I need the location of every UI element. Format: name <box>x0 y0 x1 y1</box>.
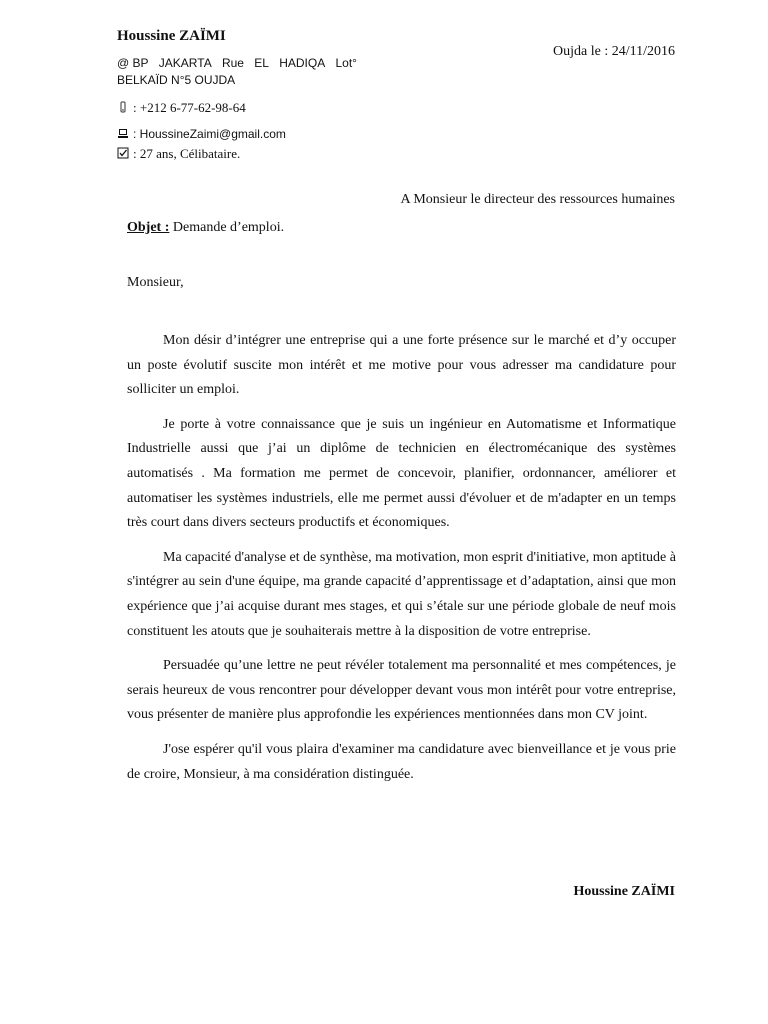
address-word: @ BP <box>117 56 149 70</box>
sender-age-status <box>117 146 240 162</box>
age-status-text: : 27 ans, Célibataire. <box>133 146 241 161</box>
letter-body <box>127 329 676 797</box>
subject-line <box>127 220 284 236</box>
sender-phone <box>117 100 246 116</box>
phone-icon <box>117 101 129 113</box>
paragraph: Ma capacité d'analyse et de synthèse, ma motivation, mon esprit d'initiative, mon aptitude à s'intégrer au sein d'une équipe, ma grande capacité d’apprentissage et d’adaptation, ainsi que mon expérience que j’ai acquise durant mes stages, et qui s’étale sur une période globale de neuf mois constituent les atouts que je souhaiterais mettre à la disposition de votre entreprise. <box>127 549 676 639</box>
sender-email <box>117 127 286 141</box>
paragraph: Persuadée qu’une lettre ne peut révéler totalement ma personnalité et mes compétences, je serais heureux de vous rencontrer pour développer devant vous mon intérêt pour votre entreprise, vous présenter de manière plus approfondie les expériences mentionnées dans mon CV joint. <box>127 658 676 723</box>
recipient: A Monsieur le directeur des ressources humaines <box>400 192 675 207</box>
paragraph: Mon désir d’intégrer une entreprise qui a une forte présence sur le marché et d’y occuper un poste évolutif suscite mon intérêt et me motive pour vous adresser ma candidature pour solliciter un emploi. <box>127 333 676 398</box>
address-word: EL <box>254 56 269 70</box>
sender-address <box>117 55 357 89</box>
salutation: Monsieur, <box>127 275 184 290</box>
paragraph: Je porte à votre connaissance que je suis un ingénieur en Automatisme et Informatique Industrielle aussi que j’ai un diplôme de technicien en électromécanique des systèmes automatisés . Ma formation me permet de concevoir, planifier, ordonnancer, améliorer et automatiser les systèmes industriels, elle me permet aussi d'évoluer et de m'adapter en un temps très court dans divers secteurs productifs et économiques. <box>127 416 676 531</box>
computer-icon <box>117 127 129 139</box>
signature: Houssine ZAÏMI <box>573 884 675 899</box>
subject-text: Demande d’emploi. <box>169 220 285 235</box>
address-line-2: BELKAÏD N°5 OUJDA <box>117 73 236 87</box>
paragraph: J'ose espérer qu'il vous plaira d'examiner ma candidature avec bienveillance et je vous prie de croire, Monsieur, à ma considération distinguée. <box>127 741 676 782</box>
sender-name: Houssine ZAÏMI <box>117 28 226 44</box>
subject-label: Objet : <box>127 220 170 235</box>
email-text: : HoussineZaimi@gmail.com <box>133 127 286 141</box>
phone-text: : +212 6-77-62-98-64 <box>133 100 246 115</box>
address-word: Lot° <box>335 56 357 70</box>
address-word: JAKARTA <box>158 56 212 70</box>
checkbox-icon <box>117 147 129 159</box>
address-line-1 <box>117 55 357 72</box>
letter-date: Oujda le : 24/11/2016 <box>553 44 675 59</box>
address-word: HADIQA <box>279 56 326 70</box>
address-word: Rue <box>221 56 244 70</box>
